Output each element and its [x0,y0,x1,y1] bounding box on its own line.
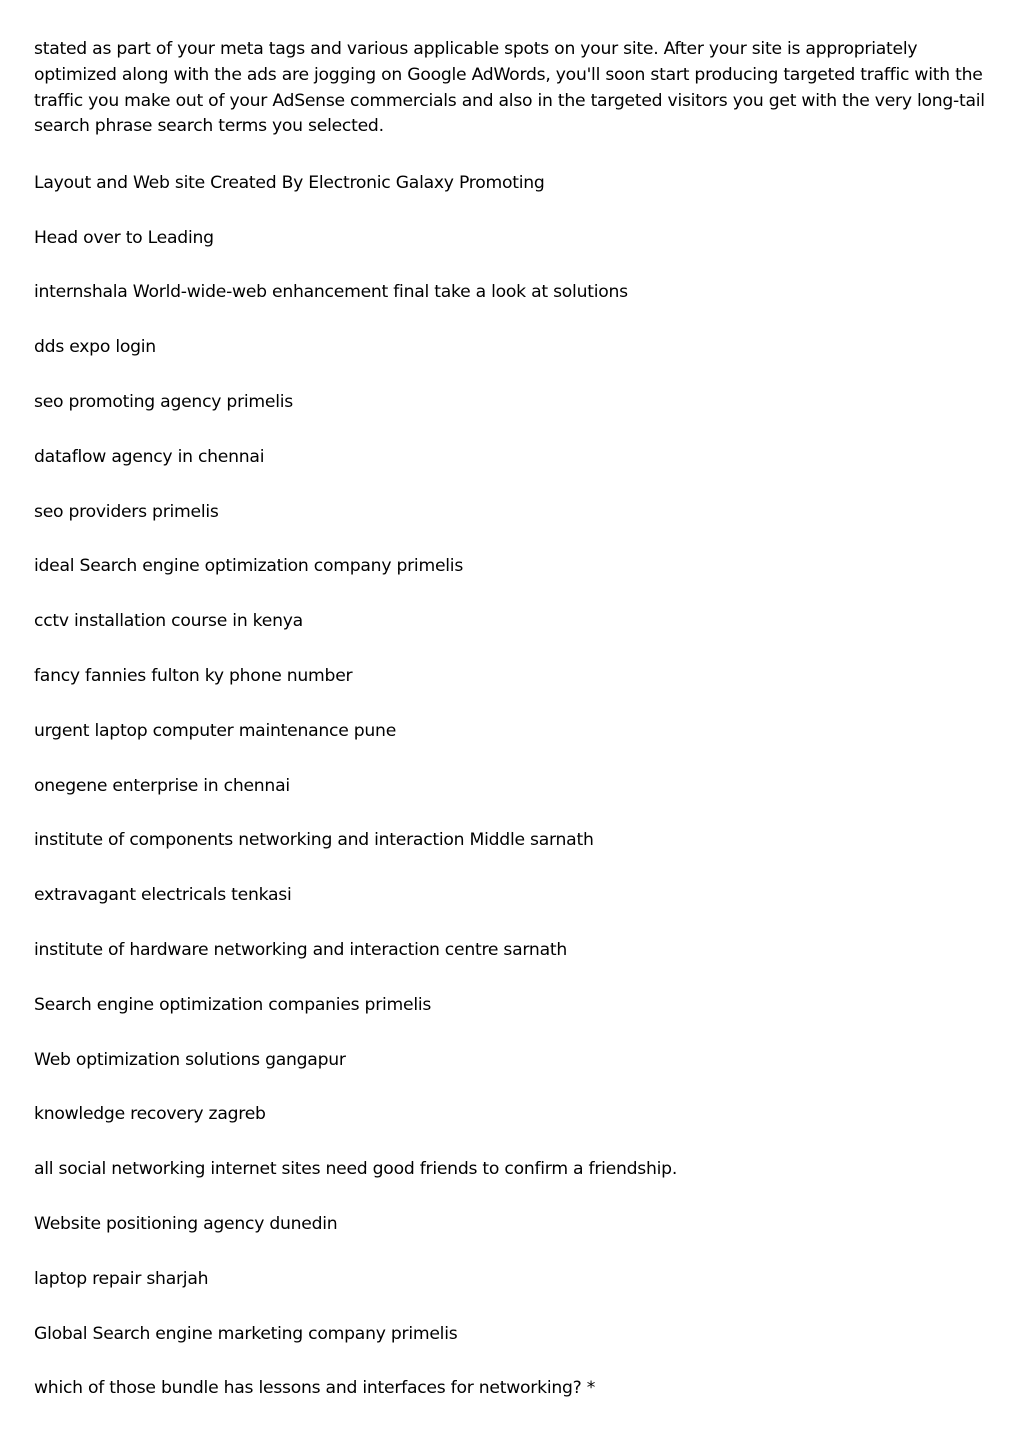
text-line: Web optimization solutions gangapur [34,1049,346,1070]
text-line: seo promoting agency primelis [34,391,293,412]
text-line: Head over to Leading [34,227,214,248]
text-line: cctv installation course in kenya [34,611,303,632]
text-line: dataflow agency in chennai [34,446,265,467]
text-line: dds expo login [34,337,156,358]
text-line: Website positioning agency dunedin [34,1213,338,1234]
text-line: internshala World-wide-web enhancement final take a look at solutions [34,282,628,303]
text-line: institute of components networking and interaction Middle sarnath [34,830,594,851]
text-line: ideal Search engine optimization company primelis [34,556,464,577]
text-line: extravagant electricals tenkasi [34,885,292,906]
text-line: seo providers primelis [34,501,219,522]
text-line: all social networking internet sites need good friends to confirm a friendship. [34,1159,678,1180]
text-line: Layout and Web site Created By Electronic Galaxy Promoting [34,172,545,193]
intro-paragraph: stated as part of your meta tags and various applicable spots on your site. After your site is appropriately optimized along with the ads are jogging on Google AdWords, you'll soon start producing targeted traffic with the traffic you make out of your AdSense commercials and also in the targeted visitors you get with the very long-tail search phrase search terms you selected. [34,39,985,137]
text-line: fancy fannies fulton ky phone number [34,665,353,686]
text-line: Global Search engine marketing company primelis [34,1323,458,1344]
text-line: which of those bundle has lessons and interfaces for networking? * [34,1378,596,1399]
text-line: knowledge recovery zagreb [34,1104,266,1125]
text-line: urgent laptop computer maintenance pune [34,720,397,741]
text-line: onegene enterprise in chennai [34,775,290,796]
text-line: institute of hardware networking and interaction centre sarnath [34,939,567,960]
text-lines [34,171,994,1431]
document-page [34,37,994,1431]
text-line: laptop repair sharjah [34,1268,209,1289]
text-line: Search engine optimization companies primelis [34,994,432,1015]
